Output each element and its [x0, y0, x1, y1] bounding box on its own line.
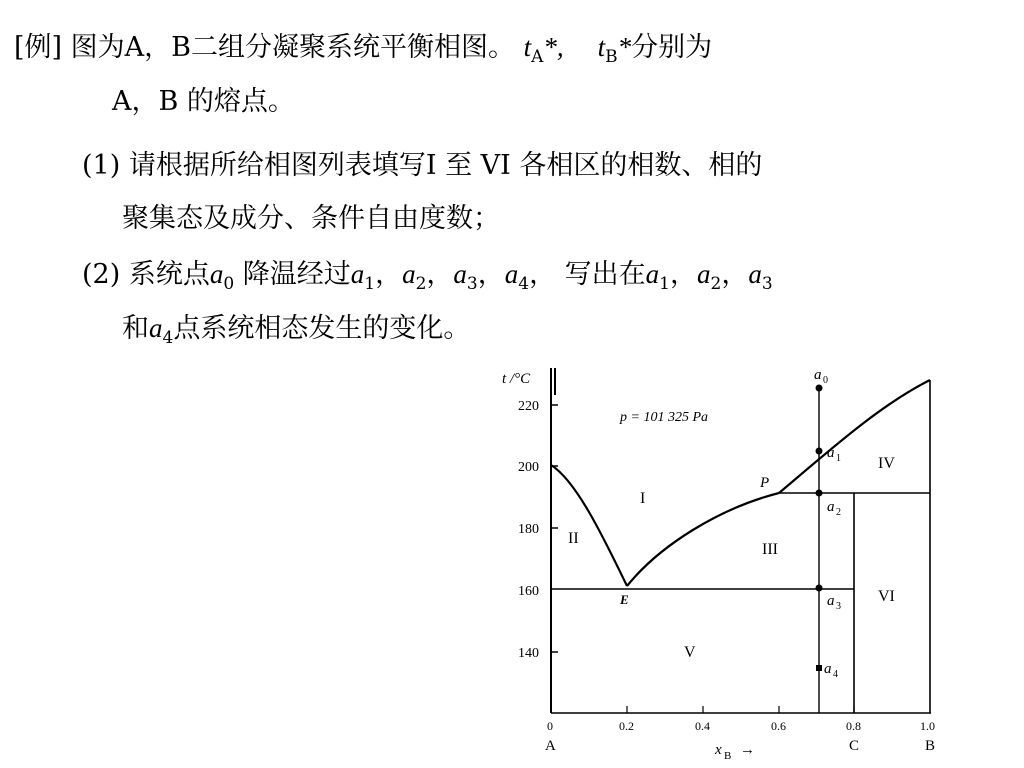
question-2-continued: 和$a_4$点系统相态发生的变化。 — [122, 313, 471, 348]
svg-text:4: 4 — [833, 669, 838, 680]
question-2: (2) 系统点$a_0$ 降温经过$a_1$，$a_2$，$a_3$，$a_4$， 写出在$a_1$，$a_2$，$a_3$ — [82, 259, 773, 294]
region-label-II: II — [568, 530, 579, 547]
y-axis-label: t /°C — [502, 371, 531, 387]
svg-text:3: 3 — [836, 601, 841, 612]
region-label-V: V — [684, 644, 696, 661]
problem-line-2: A，B 的熔点。 — [112, 86, 295, 117]
point-a2 — [816, 490, 823, 497]
y-tick-label: 140 — [518, 646, 539, 661]
x-end-label-A: A — [545, 738, 556, 754]
x-axis-sub: B — [724, 750, 732, 762]
x-end-label-B: B — [925, 738, 936, 754]
pressure-label: p = 101 325 Pa — [620, 410, 708, 425]
x-tick-label: 0.2 — [619, 719, 634, 733]
point-a0 — [816, 385, 823, 392]
y-tick-label: 220 — [518, 399, 539, 414]
liquidus-A — [551, 465, 627, 586]
point-label-P: P — [760, 475, 770, 491]
y-tick-label: 180 — [518, 522, 539, 537]
y-tick-label: 160 — [518, 584, 539, 599]
x-tick-label: 0 — [547, 719, 553, 733]
x-tick-label: 0.4 — [695, 719, 710, 733]
x-tick-label: 0.8 — [846, 719, 861, 733]
svg-text:1: 1 — [836, 453, 841, 464]
x-tick-label: 0.6 — [771, 719, 786, 733]
question-1-continued: 聚集态及成分、条件自由度数； — [122, 203, 500, 234]
region-label-VI: VI — [878, 588, 895, 605]
y-tick-label: 200 — [518, 460, 539, 475]
region-label-I: I — [640, 490, 646, 507]
point-a1 — [816, 448, 823, 455]
svg-text:0: 0 — [823, 375, 828, 386]
a4-label: a — [824, 661, 832, 677]
a0-label: a — [814, 367, 822, 383]
a3-label: a — [827, 593, 835, 609]
region-label-IV: IV — [878, 455, 895, 472]
x-axis-arrow: → — [740, 742, 755, 758]
point-label-E: E — [620, 592, 629, 607]
x-end-label-C: C — [849, 738, 860, 754]
liquidus-B — [779, 380, 930, 493]
region-label-III: III — [762, 541, 778, 558]
problem-line-1: [例] 图为A，B二组分凝聚系统平衡相图。 $t_A*$, $t_B*$分别为 — [14, 32, 713, 67]
liquidus-C — [627, 493, 779, 586]
point-a3 — [816, 585, 823, 592]
a1-label: a — [827, 445, 835, 461]
a2-label: a — [827, 499, 835, 515]
x-axis-label: x — [715, 742, 722, 758]
point-a4 — [816, 665, 822, 671]
example-tag: [例] — [14, 32, 63, 63]
x-tick-label: 1.0 — [920, 719, 935, 733]
svg-text:2: 2 — [836, 507, 841, 518]
question-1: (1) 请根据所给相图列表填写I 至 VI 各相区的相数、相的 — [82, 150, 763, 181]
